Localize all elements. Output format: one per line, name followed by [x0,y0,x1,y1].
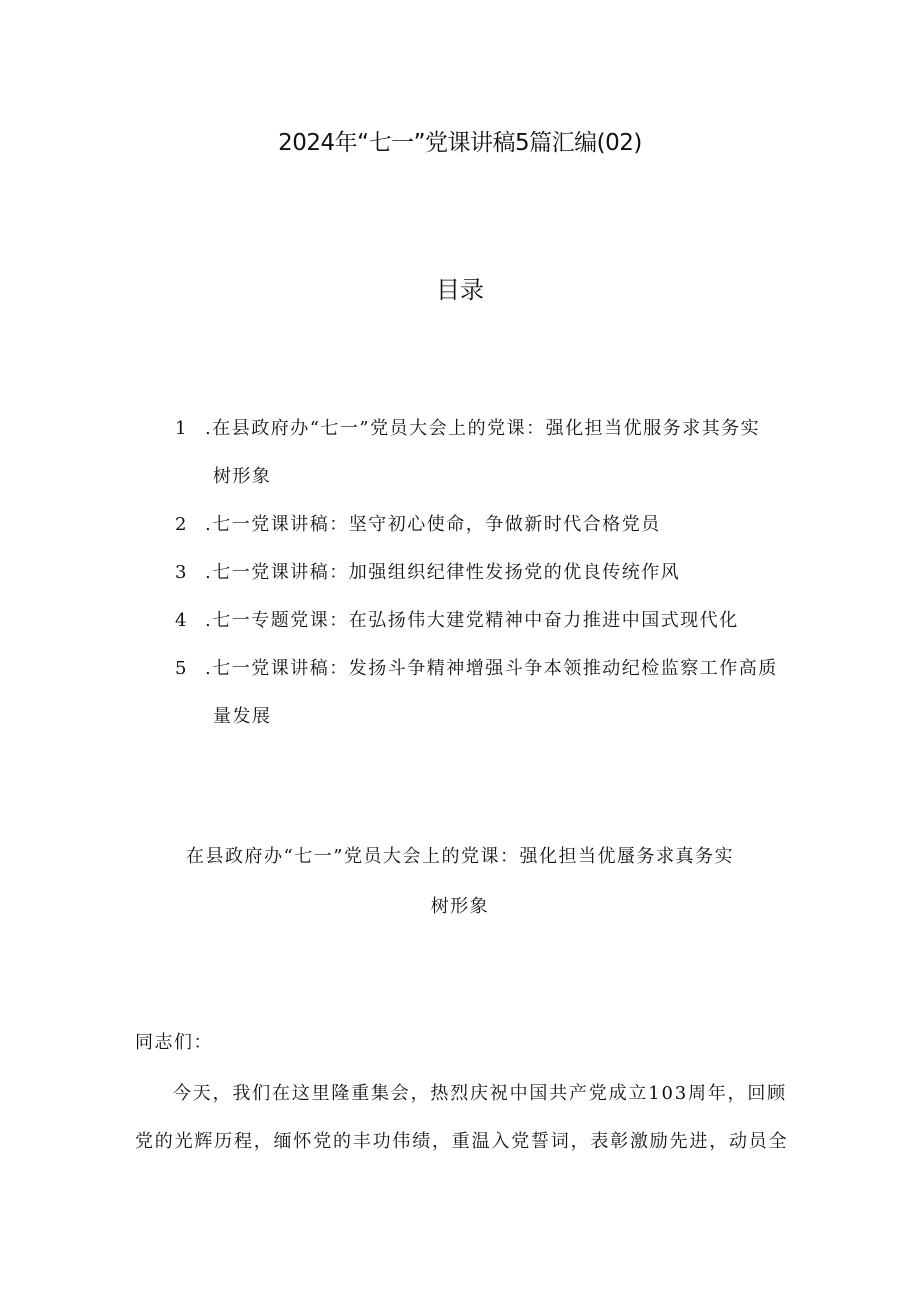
toc-item-line: .在县政府办“七一”党员大会上的党课：强化担当优服务求其务实 [205,418,761,439]
toc-item-number: 3 [175,562,188,583]
toc-item-line: .七一党课讲稿：发扬斗争精神增强斗争本领推动纪检监察工作高质 [205,658,778,679]
salutation: 同志们： [135,1032,213,1053]
toc-item-continuation: 树形象 [213,466,272,487]
toc-item-2[interactable] [175,501,800,549]
toc-item-number: 2 [175,514,188,535]
document-title: 2024年“七一”党课讲稿5篇汇编(02) [278,130,642,156]
toc-item-text: .七一专题党课：在弘扬伟大建党精神中奋力推进中国式现代化 [205,610,739,631]
section-title-line-1: 在县政府办“七一”党员大会上的党课：强化担当优蜃务求真务实 [186,846,734,867]
toc-item-text: .七一党课讲稿：加强组织纪律性发扬党的优良传统作风 [205,562,681,583]
toc-item-continuation: 量发展 [213,706,272,727]
toc-item-text [205,405,800,501]
toc-item-text [205,645,800,741]
body-paragraph: 今天，我们在这里隆重集会，热烈庆祝中国共产党成立103周年，回顾党的光辉历程，缅怀党的丰功伟绩，重温入党誓词，表彰激励先进，动员全 [135,1083,789,1152]
section-title [150,832,770,932]
toc-item-text: .七一党课讲稿：坚守初心使命，争做新时代合格党员 [205,514,661,535]
toc-item-3[interactable] [175,549,800,597]
toc-item-number: 5 [175,658,188,679]
toc-item-number: 4 [175,610,188,631]
toc-item-1[interactable] [175,405,800,501]
table-of-contents [175,405,800,741]
toc-item-number: 1 [175,418,188,439]
toc-item-4[interactable] [175,597,800,645]
toc-heading: 目录 [436,276,484,304]
toc-item-5[interactable] [175,645,800,741]
section-title-line-2: 树形象 [430,896,490,917]
